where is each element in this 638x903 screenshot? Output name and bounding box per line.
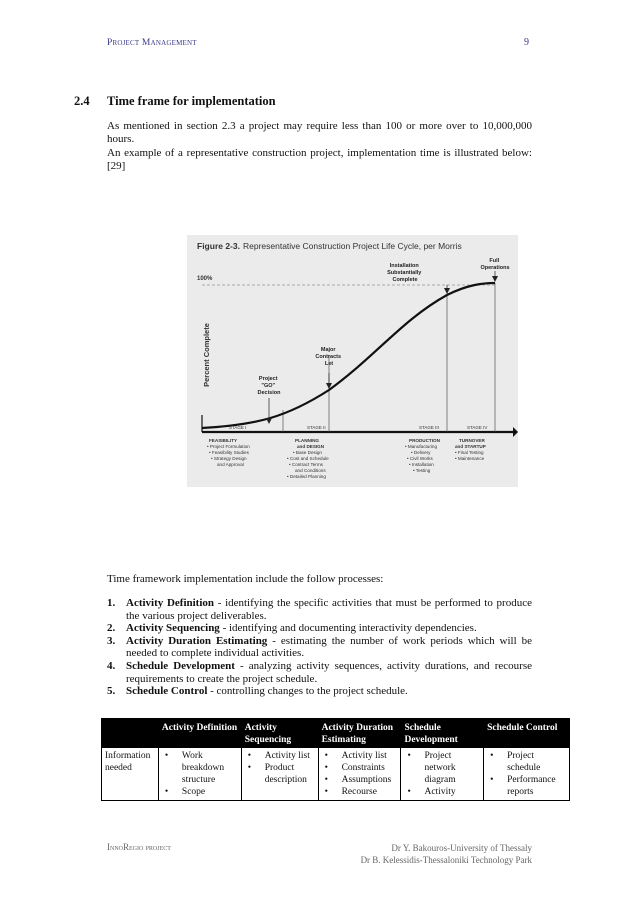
process-list xyxy=(107,597,532,698)
item-title: Activity Duration Estimating xyxy=(126,634,268,647)
table-header: Activity Duration Estimating xyxy=(318,719,401,748)
list-item: • Recourse xyxy=(322,786,398,798)
list-item xyxy=(107,622,532,635)
list-item: • Assumptions xyxy=(322,774,398,786)
table-header: Schedule Control xyxy=(484,719,570,748)
stage-4-label: STAGE IV xyxy=(467,425,488,430)
intro-line-1: As mentioned in section 2.3 a project may require less than 100 or more over to 10,000,000 hours. xyxy=(107,120,532,146)
section-number: 2.4 xyxy=(74,94,90,108)
list-item: • Scope xyxy=(162,786,238,798)
table-cell xyxy=(318,748,401,801)
go-decision-label: Project "GO" Decision xyxy=(257,376,281,396)
intro-paragraph xyxy=(107,120,532,174)
list-item xyxy=(107,597,532,622)
life-cycle-chart xyxy=(187,235,518,487)
item-text: - identifying and documenting interactivity dependencies. xyxy=(219,622,477,635)
footer-author-1: Dr Y. Bakouros-University of Thessaly xyxy=(391,843,532,853)
full-operations-label: Full Operations xyxy=(480,258,510,271)
table-cell xyxy=(484,748,570,801)
figure-title: Figure 2-3. Representative Construction Project Life Cycle, per Morris xyxy=(197,241,462,251)
list-item: • Work breakdown structure xyxy=(162,750,238,786)
substantially-complete-label: Installation Substantially Complete xyxy=(387,263,422,283)
list-item: • Product description xyxy=(245,762,315,786)
list-item: • Activity list xyxy=(322,750,398,762)
table-cell xyxy=(241,748,318,801)
life-cycle-figure xyxy=(187,235,518,487)
table-header-row xyxy=(102,719,570,748)
item-number: 1. xyxy=(107,597,116,609)
table-header: Schedule Development xyxy=(401,719,484,748)
go-decision-arrowhead xyxy=(266,418,272,424)
list-item: • Project network diagram xyxy=(404,750,480,786)
y-top-label: 100% xyxy=(197,276,213,282)
completion-curve xyxy=(202,283,495,428)
operations-arrowhead xyxy=(492,276,498,282)
item-number: 5. xyxy=(107,685,116,698)
list-item: • Activity xyxy=(404,786,480,798)
stage-2-description: PLANNING and DESIGN • Base Design • Cost and Schedule • Contract Terms and Conditions • Detailed Planning xyxy=(287,438,329,479)
footer-author-2: Dr B. Kelessidis-Thessaloniki Technology Park xyxy=(360,855,532,865)
framework-intro: Time framework implementation include the follow processes: xyxy=(107,573,384,585)
stage-4-description: TURNOVER and STARTUP • Final Testing • Maintenance xyxy=(455,438,486,461)
stage-1-label: STAGE I xyxy=(229,425,247,430)
item-text: - estimating the number of work periods which will be needed to complete individual activities. xyxy=(126,634,532,660)
table-header: Activity Sequencing xyxy=(241,719,318,748)
table-corner-cell xyxy=(102,719,159,748)
list-item: • Constraints xyxy=(322,762,398,774)
list-item xyxy=(107,660,532,685)
item-number: 3. xyxy=(107,634,116,647)
running-header-title: Project Management xyxy=(107,38,197,48)
table-row xyxy=(102,748,570,801)
list-item: • Performance reports xyxy=(487,774,566,798)
x-axis-arrow xyxy=(513,427,518,437)
footer-project: InnoRegio project xyxy=(107,842,171,852)
list-item xyxy=(107,685,532,698)
y-axis-label: Percent Complete xyxy=(202,323,211,387)
information-table xyxy=(101,718,570,801)
stage-3-description: PRODUCTION • Manufacturing • Delivery • Civil Works • Installation • Testing xyxy=(405,438,440,473)
list-item: • Activity list xyxy=(245,750,315,762)
list-item xyxy=(107,635,532,660)
item-title: Schedule Control xyxy=(126,685,208,698)
list-item: • Project schedule xyxy=(487,750,566,774)
item-text: - identifying the specific activities that must be performed to produce the various project deliverables. xyxy=(126,597,532,622)
major-contracts-label: Major Contracts Let xyxy=(315,347,342,367)
item-title: Schedule Development xyxy=(126,659,235,672)
page-number: 9 xyxy=(524,37,529,48)
section-title: Time frame for implementation xyxy=(107,94,276,108)
item-title: Activity Definition xyxy=(126,597,215,609)
item-text: - analyzing activity sequences, activity durations, and recourse requirements to create the project schedule. xyxy=(126,659,532,685)
stage-3-label: STAGE III xyxy=(419,425,439,430)
stage-2-label: STAGE II xyxy=(307,425,326,430)
table-header: Activity Definition xyxy=(158,719,241,748)
intro-line-2: An example of a representative construction project, implementation time is illustrated below: [29] xyxy=(107,146,532,173)
item-title: Activity Sequencing xyxy=(126,622,220,635)
table-cell xyxy=(158,748,241,801)
item-number: 4. xyxy=(107,659,116,672)
stage-1-description: FEASIBILITY • Project Formulation • Feasibility Studies • Strategy Design and Approval xyxy=(207,438,250,467)
item-number: 2. xyxy=(107,622,116,635)
item-text: - controlling changes to the project schedule. xyxy=(207,685,408,698)
row-label: Information needed xyxy=(102,748,159,801)
footer-authors xyxy=(361,842,532,866)
table-cell xyxy=(401,748,484,801)
